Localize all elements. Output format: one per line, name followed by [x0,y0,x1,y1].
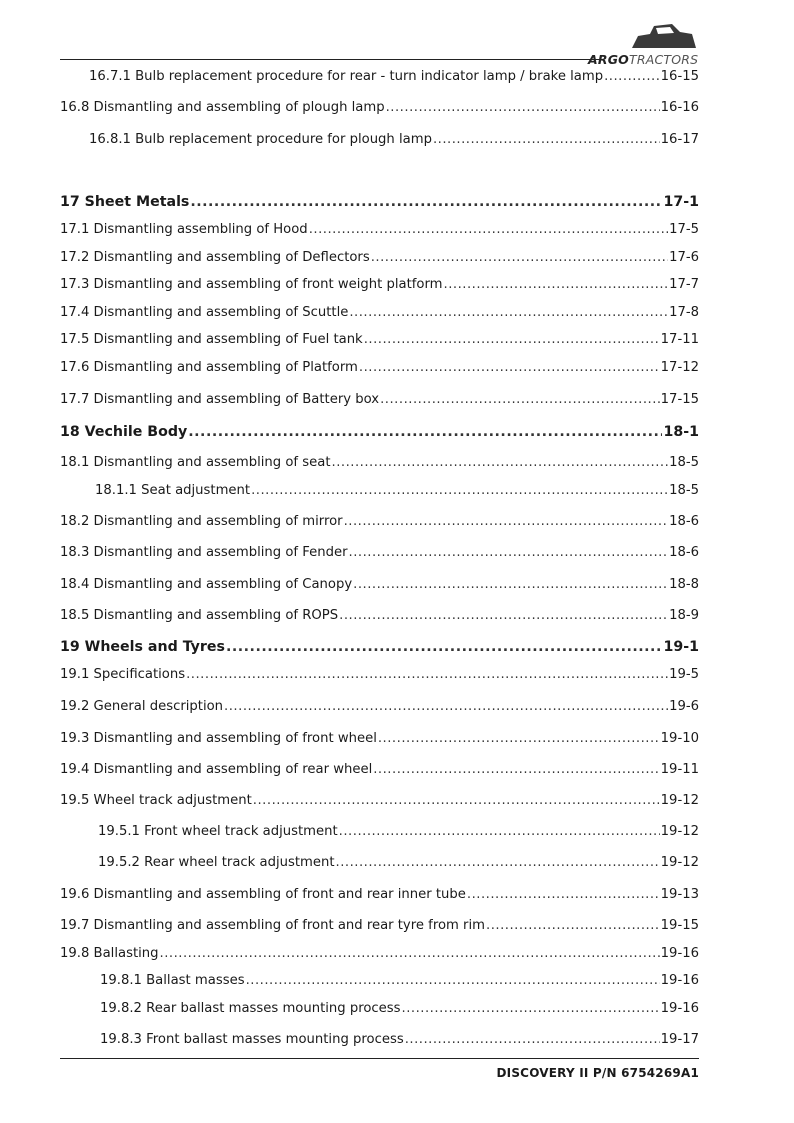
toc-entry[interactable]: 19.8.1 Ballast masses ..... 19-16 [100,972,699,990]
toc-entry[interactable]: 17.3 Dismantling and assembling of front weight platform ..... 17-7 [60,276,699,294]
toc-entry[interactable]: 19.1 Specifications ..... 19-5 [60,666,699,684]
toc-entry[interactable]: 18.2 Dismantling and assembling of mirror ..... 18-6 [60,513,699,531]
toc-entry[interactable]: 17.4 Dismantling and assembling of Scuttle ..... 17-8 [60,304,699,322]
toc-entry[interactable]: 19.8.2 Rear ballast masses mounting process ..... 19-16 [100,1000,699,1018]
toc-entry[interactable]: 18.3 Dismantling and assembling of Fender ..... 18-6 [60,544,699,562]
toc-entry[interactable]: 19.3 Dismantling and assembling of front wheel ..... 19-10 [60,730,699,748]
brand-bold: ARGO [588,52,629,67]
toc-entry[interactable]: 19.8.3 Front ballast masses mounting process ..... 19-17 [100,1031,699,1049]
brand-light: TRACTORS [629,52,699,67]
toc-chapter[interactable]: 18 Vechile Body ..... 18-1 [60,423,699,441]
toc-entry[interactable]: 18.1.1 Seat adjustment ..... 18-5 [95,482,699,500]
toc-entry[interactable]: 19.7 Dismantling and assembling of front and rear tyre from rim ..... 19-15 [60,917,699,935]
toc-entry[interactable]: 17.2 Dismantling and assembling of Deflectors ..... 17-6 [60,249,699,267]
toc-entry[interactable]: 19.5 Wheel track adjustment ..... 19-12 [60,792,699,810]
toc-entry[interactable]: 18.1 Dismantling and assembling of seat ..... 18-5 [60,454,699,472]
toc-entry[interactable]: 19.6 Dismantling and assembling of front and rear inner tube ..... 19-13 [60,886,699,904]
footer-part-number: DISCOVERY II P/N 6754269A1 [496,1066,699,1080]
toc-entry[interactable]: 17.6 Dismantling and assembling of Platform ..... 17-12 [60,359,699,377]
toc-entry[interactable]: 17.5 Dismantling and assembling of Fuel tank ..... 17-11 [60,331,699,349]
toc-entry[interactable]: 19.8 Ballasting ..... 19-16 [60,945,699,963]
toc-entry[interactable]: 18.5 Dismantling and assembling of ROPS ..... 18-9 [60,607,699,625]
toc-chapter[interactable]: 19 Wheels and Tyres ..... 19-1 [60,638,699,656]
toc-entry[interactable]: 18.4 Dismantling and assembling of Canopy ..... 18-8 [60,576,699,594]
toc-entry[interactable]: 19.5.1 Front wheel track adjustment ..... 19-12 [98,823,699,841]
toc-entry[interactable]: 19.2 General description ..... 19-6 [60,698,699,716]
toc-entry[interactable]: 17.1 Dismantling assembling of Hood ..... 17-5 [60,221,699,239]
toc-entry[interactable]: 19.4 Dismantling and assembling of rear wheel ..... 19-11 [60,761,699,779]
toc-entry[interactable]: 16.8 Dismantling and assembling of plough lamp ..... 16-16 [60,99,699,117]
toc-entry[interactable]: 16.8.1 Bulb replacement procedure for plough lamp ..... 16-17 [89,131,699,149]
toc-entry[interactable]: 19.5.2 Rear wheel track adjustment ..... 19-12 [98,854,699,872]
toc-entry[interactable]: 16.7.1 Bulb replacement procedure for rear - turn indicator lamp / brake lamp ..... 16-15 [89,68,699,86]
toc-chapter[interactable]: 17 Sheet Metals ..... 17-1 [60,193,699,211]
footer-rule [60,1058,699,1059]
toc-entry[interactable]: 17.7 Dismantling and assembling of Battery box ..... 17-15 [60,391,699,409]
